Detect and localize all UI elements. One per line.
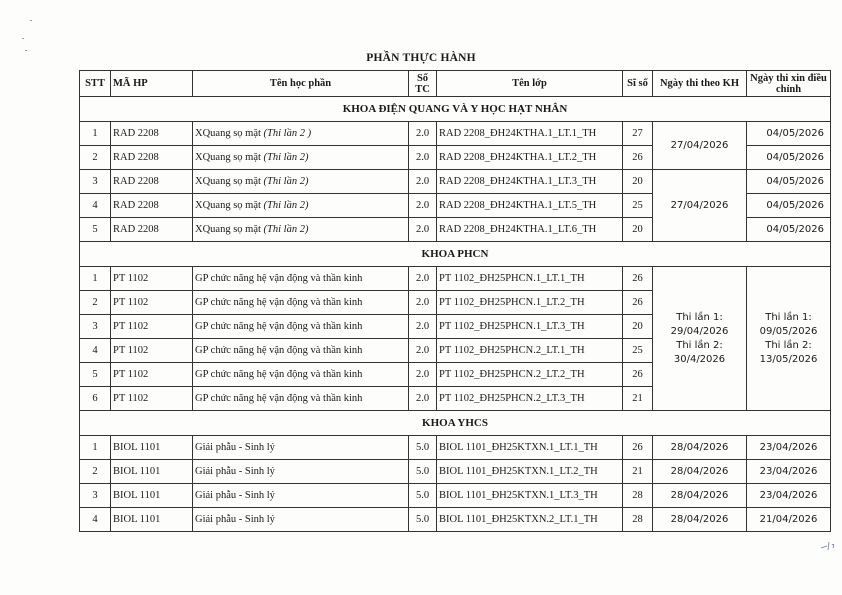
cell-stt: 5 xyxy=(80,218,111,242)
cell-ngay-thi-dc: 04/05/2026 xyxy=(747,194,831,218)
cell-so-tc: 2.0 xyxy=(409,194,437,218)
cell-ten-hoc-phan: GP chức năng hệ vận động và thần kinh xyxy=(193,291,409,315)
cell-ten-lop: PT 1102_ĐH25PHCN.1_LT.1_TH xyxy=(437,267,623,291)
cell-ten-lop: BIOL 1101_ĐH25KTXN.1_LT.3_TH xyxy=(437,484,623,508)
cell-so-tc: 2.0 xyxy=(409,363,437,387)
header-ngay-thi-kh: Ngày thi theo KH xyxy=(653,71,747,97)
cell-si-so: 21 xyxy=(623,387,653,411)
cell-so-tc: 2.0 xyxy=(409,218,437,242)
cell-stt: 2 xyxy=(80,146,111,170)
header-ten-hoc-phan: Tên học phần xyxy=(193,71,409,97)
retake-note: (Thi lần 2) xyxy=(263,200,309,211)
section-title: KHOA PHCN xyxy=(80,242,831,267)
header-stt: STT xyxy=(80,71,111,97)
cell-ma-hp: PT 1102 xyxy=(111,339,193,363)
cell-stt: 2 xyxy=(80,291,111,315)
cell-so-tc: 2.0 xyxy=(409,387,437,411)
table-row xyxy=(80,122,831,146)
cell-si-so: 21 xyxy=(623,460,653,484)
cell-ten-lop: PT 1102_ĐH25PHCN.1_LT.2_TH xyxy=(437,291,623,315)
cell-ma-hp: BIOL 1101 xyxy=(111,460,193,484)
attempt-1-date: 09/05/2026 xyxy=(759,325,818,337)
header-ngay-thi-dc: Ngày thi xin điều chỉnh xyxy=(747,71,831,97)
exam-schedule-table xyxy=(79,70,831,532)
attempt-2-label: Thi lần 2: xyxy=(765,339,812,351)
cell-ma-hp: RAD 2208 xyxy=(111,170,193,194)
scan-speck xyxy=(30,20,32,21)
cell-ma-hp: BIOL 1101 xyxy=(111,484,193,508)
cell-si-so: 20 xyxy=(623,315,653,339)
cell-ngay-thi-kh: 28/04/2026 xyxy=(653,436,747,460)
cell-ten-lop: BIOL 1101_ĐH25KTXN.1_LT.2_TH xyxy=(437,460,623,484)
attempt-2-label: Thi lần 2: xyxy=(676,339,723,351)
scan-speck xyxy=(25,50,27,51)
cell-ten-hoc-phan: Giải phẫu - Sinh lý xyxy=(193,508,409,532)
cell-ten-lop: PT 1102_ĐH25PHCN.2_LT.3_TH xyxy=(437,387,623,411)
cell-ma-hp: BIOL 1101 xyxy=(111,436,193,460)
cell-si-so: 20 xyxy=(623,218,653,242)
cell-so-tc: 2.0 xyxy=(409,146,437,170)
retake-note: (Thi lần 2 ) xyxy=(263,128,312,139)
cell-ma-hp: RAD 2208 xyxy=(111,194,193,218)
cell-ten-hoc-phan xyxy=(193,146,409,170)
cell-ten-hoc-phan xyxy=(193,218,409,242)
attempt-1-date: 29/04/2026 xyxy=(670,325,729,337)
cell-stt: 2 xyxy=(80,460,111,484)
table-row xyxy=(80,436,831,460)
cell-ngay-thi-dc: 04/05/2026 xyxy=(747,122,831,146)
cell-ma-hp: BIOL 1101 xyxy=(111,508,193,532)
page-title: PHẦN THỰC HÀNH xyxy=(366,52,476,64)
cell-si-so: 26 xyxy=(623,267,653,291)
section-title: KHOA YHCS xyxy=(80,411,831,436)
cell-ngay-thi-dc: 21/04/2026 xyxy=(747,508,831,532)
cell-si-so: 25 xyxy=(623,194,653,218)
cell-ngay-thi-dc xyxy=(747,267,831,411)
cell-ten-lop: PT 1102_ĐH25PHCN.2_LT.1_TH xyxy=(437,339,623,363)
cell-so-tc: 2.0 xyxy=(409,315,437,339)
cell-ma-hp: PT 1102 xyxy=(111,267,193,291)
cell-ten-hoc-phan: Giải phẫu - Sinh lý xyxy=(193,484,409,508)
section-title: KHOA ĐIỆN QUANG VÀ Y HỌC HẠT NHÂN xyxy=(80,97,831,122)
cell-ten-hoc-phan: GP chức năng hệ vận động và thần kinh xyxy=(193,339,409,363)
cell-so-tc: 5.0 xyxy=(409,436,437,460)
cell-stt: 1 xyxy=(80,122,111,146)
cell-ngay-thi-dc: 04/05/2026 xyxy=(747,218,831,242)
cell-si-so: 27 xyxy=(623,122,653,146)
section-header xyxy=(80,97,831,122)
cell-ngay-thi-dc: 04/05/2026 xyxy=(747,170,831,194)
cell-stt: 1 xyxy=(80,436,111,460)
attempt-1-label: Thi lần 1: xyxy=(676,311,723,323)
cell-ten-hoc-phan xyxy=(193,194,409,218)
retake-note: (Thi lần 2) xyxy=(263,224,309,235)
course-name: XQuang sọ mặt xyxy=(195,200,264,211)
cell-ngay-thi-kh: 28/04/2026 xyxy=(653,484,747,508)
cell-ten-lop: BIOL 1101_ĐH25KTXN.1_LT.1_TH xyxy=(437,436,623,460)
table-row xyxy=(80,267,831,291)
cell-si-so: 26 xyxy=(623,436,653,460)
cell-si-so: 26 xyxy=(623,291,653,315)
course-name: XQuang sọ mặt xyxy=(195,152,264,163)
cell-ten-lop: RAD 2208_ĐH24KTHA.1_LT.5_TH xyxy=(437,194,623,218)
cell-ten-lop: PT 1102_ĐH25PHCN.1_LT.3_TH xyxy=(437,315,623,339)
table-row xyxy=(80,170,831,194)
cell-si-so: 28 xyxy=(623,484,653,508)
cell-so-tc: 2.0 xyxy=(409,339,437,363)
header-si-so: Sĩ số xyxy=(623,71,653,97)
cell-so-tc: 2.0 xyxy=(409,170,437,194)
cell-so-tc: 2.0 xyxy=(409,291,437,315)
retake-note: (Thi lần 2) xyxy=(263,176,309,187)
cell-ma-hp: RAD 2208 xyxy=(111,146,193,170)
table-row xyxy=(80,484,831,508)
attempt-1-label: Thi lần 1: xyxy=(765,311,812,323)
cell-stt: 6 xyxy=(80,387,111,411)
cell-ten-lop: RAD 2208_ĐH24KTHA.1_LT.3_TH xyxy=(437,170,623,194)
section-header xyxy=(80,242,831,267)
cell-ten-lop: RAD 2208_ĐH24KTHA.1_LT.2_TH xyxy=(437,146,623,170)
cell-so-tc: 2.0 xyxy=(409,122,437,146)
cell-ngay-thi-kh: 27/04/2026 xyxy=(653,122,747,170)
cell-ma-hp: PT 1102 xyxy=(111,387,193,411)
cell-ma-hp: PT 1102 xyxy=(111,363,193,387)
cell-stt: 3 xyxy=(80,484,111,508)
header-ma-hp: MÃ HP xyxy=(111,71,193,97)
cell-stt: 4 xyxy=(80,508,111,532)
cell-ngay-thi-kh xyxy=(653,267,747,411)
cell-so-tc: 2.0 xyxy=(409,267,437,291)
header-ten-lop: Tên lớp xyxy=(437,71,623,97)
section-header xyxy=(80,411,831,436)
cell-ngay-thi-kh: 28/04/2026 xyxy=(653,460,747,484)
cell-ma-hp: PT 1102 xyxy=(111,291,193,315)
cell-ten-hoc-phan: GP chức năng hệ vận động và thần kinh xyxy=(193,267,409,291)
cell-ten-hoc-phan: Giải phẫu - Sinh lý xyxy=(193,436,409,460)
cell-si-so: 20 xyxy=(623,170,653,194)
cell-stt: 1 xyxy=(80,267,111,291)
cell-ngay-thi-kh: 28/04/2026 xyxy=(653,508,747,532)
cell-ten-hoc-phan: GP chức năng hệ vận động và thần kinh xyxy=(193,363,409,387)
cell-si-so: 25 xyxy=(623,339,653,363)
cell-si-so: 26 xyxy=(623,363,653,387)
course-name: XQuang sọ mặt xyxy=(195,224,264,235)
retake-note: (Thi lần 2) xyxy=(263,152,309,163)
cell-ten-hoc-phan xyxy=(193,170,409,194)
cell-stt: 3 xyxy=(80,170,111,194)
cell-ngay-thi-kh: 27/04/2026 xyxy=(653,170,747,242)
cell-si-so: 26 xyxy=(623,146,653,170)
cell-ten-hoc-phan xyxy=(193,122,409,146)
cell-ma-hp: RAD 2208 xyxy=(111,218,193,242)
scan-speck xyxy=(22,38,24,39)
cell-ngay-thi-dc: 04/05/2026 xyxy=(747,146,831,170)
course-name: XQuang sọ mặt xyxy=(195,128,264,139)
attempt-2-date: 30/4/2026 xyxy=(673,353,726,365)
course-name: XQuang sọ mặt xyxy=(195,176,264,187)
cell-si-so: 28 xyxy=(623,508,653,532)
cell-ten-hoc-phan: Giải phẫu - Sinh lý xyxy=(193,460,409,484)
cell-ten-lop: PT 1102_ĐH25PHCN.2_LT.2_TH xyxy=(437,363,623,387)
cell-ma-hp: RAD 2208 xyxy=(111,122,193,146)
initial-mark-icon xyxy=(820,540,840,552)
cell-ngay-thi-dc: 23/04/2026 xyxy=(747,484,831,508)
cell-ten-hoc-phan: GP chức năng hệ vận động và thần kinh xyxy=(193,387,409,411)
cell-stt: 4 xyxy=(80,194,111,218)
cell-ten-lop: RAD 2208_ĐH24KTHA.1_LT.6_TH xyxy=(437,218,623,242)
cell-so-tc: 5.0 xyxy=(409,508,437,532)
cell-stt: 4 xyxy=(80,339,111,363)
header-so-tc: Số TC xyxy=(409,71,437,97)
attempt-2-date: 13/05/2026 xyxy=(759,353,818,365)
cell-ten-lop: BIOL 1101_ĐH25KTXN.2_LT.1_TH xyxy=(437,508,623,532)
cell-so-tc: 5.0 xyxy=(409,460,437,484)
cell-stt: 5 xyxy=(80,363,111,387)
cell-ma-hp: PT 1102 xyxy=(111,315,193,339)
cell-ngay-thi-dc: 23/04/2026 xyxy=(747,460,831,484)
cell-stt: 3 xyxy=(80,315,111,339)
cell-so-tc: 5.0 xyxy=(409,484,437,508)
table-row xyxy=(80,508,831,532)
cell-ngay-thi-dc: 23/04/2026 xyxy=(747,436,831,460)
table-row xyxy=(80,460,831,484)
cell-ten-hoc-phan: GP chức năng hệ vận động và thần kinh xyxy=(193,315,409,339)
cell-ten-lop: RAD 2208_ĐH24KTHA.1_LT.1_TH xyxy=(437,122,623,146)
header-row xyxy=(80,71,831,97)
